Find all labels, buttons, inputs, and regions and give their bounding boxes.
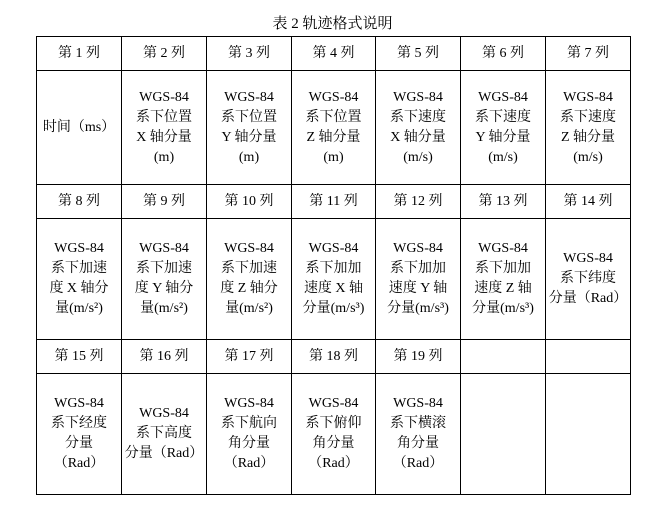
cell-text: WGS-84 系下航向 角分量 （Rad） bbox=[221, 396, 277, 471]
cell-text: WGS-84 系下加加 速度 Z 轴 分量(m/s³) bbox=[472, 241, 534, 316]
column-number-cell bbox=[37, 185, 122, 219]
column-description-cell bbox=[461, 71, 546, 185]
cell-text: 第 3 列 bbox=[228, 45, 270, 61]
column-description-row bbox=[37, 219, 631, 340]
cell-text: WGS-84 系下俯仰 角分量 （Rad） bbox=[305, 396, 362, 471]
column-description-cell bbox=[546, 71, 631, 185]
column-description-cell bbox=[546, 219, 631, 340]
column-description-cell bbox=[376, 374, 461, 495]
column-number-cell bbox=[461, 340, 546, 374]
column-description-cell bbox=[37, 71, 122, 185]
column-description-cell bbox=[376, 71, 461, 185]
column-description-cell bbox=[292, 71, 376, 185]
column-number-cell bbox=[122, 340, 207, 374]
cell-text: 第 13 列 bbox=[478, 193, 528, 209]
cell-text: 第 5 列 bbox=[397, 45, 439, 61]
cell-text: 第 7 列 bbox=[567, 45, 609, 61]
column-number-cell bbox=[546, 185, 631, 219]
column-number-cell bbox=[37, 37, 122, 71]
cell-text: WGS-84 系下速度 Y 轴分量 (m/s) bbox=[475, 89, 531, 165]
column-description-cell bbox=[122, 71, 207, 185]
cell-text: WGS-84 系下纬度 分量（Rad） bbox=[548, 251, 628, 306]
column-description-cell bbox=[292, 374, 376, 495]
cell-text: 时间（ms） bbox=[42, 119, 116, 135]
column-number-cell bbox=[376, 340, 461, 374]
column-description-cell bbox=[292, 219, 376, 340]
cell-text: WGS-84 系下高度 分量（Rad） bbox=[124, 406, 204, 461]
column-description-cell bbox=[376, 219, 461, 340]
column-number-row bbox=[37, 340, 631, 374]
column-number-cell bbox=[546, 340, 631, 374]
column-number-cell bbox=[207, 37, 292, 71]
cell-text: WGS-84 系下位置 Z 轴分量 (m) bbox=[305, 89, 362, 165]
cell-text: WGS-84 系下位置 Y 轴分量 (m) bbox=[221, 89, 277, 165]
column-number-cell bbox=[122, 185, 207, 219]
cell-text: 第 14 列 bbox=[563, 193, 613, 209]
column-description-cell bbox=[37, 374, 122, 495]
column-number-cell bbox=[376, 37, 461, 71]
cell-text: WGS-84 系下加速 度 X 轴分 量(m/s²) bbox=[49, 241, 109, 316]
column-number-cell bbox=[292, 185, 376, 219]
column-description-row bbox=[37, 71, 631, 185]
cell-text: 第 8 列 bbox=[58, 193, 100, 209]
cell-text: 第 19 列 bbox=[393, 348, 443, 364]
column-description-cell bbox=[546, 374, 631, 495]
column-number-row bbox=[37, 37, 631, 71]
column-description-cell bbox=[207, 374, 292, 495]
cell-text: 第 11 列 bbox=[309, 193, 358, 209]
cell-text: 第 12 列 bbox=[393, 193, 443, 209]
column-description-cell bbox=[207, 71, 292, 185]
cell-text: 第 1 列 bbox=[58, 45, 100, 61]
cell-text: WGS-84 系下加速 度 Z 轴分 量(m/s²) bbox=[220, 241, 278, 316]
cell-text: WGS-84 系下加加 速度 Y 轴 分量(m/s³) bbox=[387, 241, 449, 316]
column-number-row bbox=[37, 185, 631, 219]
column-description-cell bbox=[122, 374, 207, 495]
cell-text: 第 6 列 bbox=[482, 45, 524, 61]
cell-text: 第 2 列 bbox=[143, 45, 185, 61]
column-number-cell bbox=[546, 37, 631, 71]
column-number-cell bbox=[207, 340, 292, 374]
column-number-cell bbox=[122, 37, 207, 71]
cell-text: 第 18 列 bbox=[309, 348, 358, 364]
trajectory-format-table bbox=[36, 36, 631, 495]
column-number-cell bbox=[292, 340, 376, 374]
column-description-cell bbox=[122, 219, 207, 340]
column-number-cell bbox=[37, 340, 122, 374]
column-description-row bbox=[37, 374, 631, 495]
column-number-cell bbox=[376, 185, 461, 219]
column-description-cell bbox=[461, 219, 546, 340]
column-number-cell bbox=[461, 185, 546, 219]
cell-text: WGS-84 系下横滚 角分量 （Rad） bbox=[390, 396, 446, 471]
cell-text: 第 10 列 bbox=[224, 193, 274, 209]
cell-text: 第 4 列 bbox=[312, 45, 355, 61]
cell-text: WGS-84 系下速度 Z 轴分量 (m/s) bbox=[560, 89, 616, 165]
cell-text: 第 16 列 bbox=[139, 348, 189, 364]
column-description-cell bbox=[37, 219, 122, 340]
cell-text: 第 17 列 bbox=[224, 348, 274, 364]
cell-text: 第 15 列 bbox=[54, 348, 104, 364]
column-description-cell bbox=[461, 374, 546, 495]
column-number-cell bbox=[292, 37, 376, 71]
cell-text: 第 9 列 bbox=[143, 193, 185, 209]
column-description-cell bbox=[207, 219, 292, 340]
cell-text: WGS-84 系下加速 度 Y 轴分 量(m/s²) bbox=[134, 241, 194, 316]
column-number-cell bbox=[207, 185, 292, 219]
cell-text: WGS-84 系下速度 X 轴分量 (m/s) bbox=[390, 89, 446, 165]
table-caption: 表 2 轨迹格式说明 bbox=[272, 16, 393, 32]
cell-text: WGS-84 系下位置 X 轴分量 (m) bbox=[136, 89, 192, 165]
column-number-cell bbox=[461, 37, 546, 71]
cell-text: WGS-84 系下加加 速度 X 轴 分量(m/s³) bbox=[302, 241, 365, 316]
cell-text: WGS-84 系下经度 分量 （Rad） bbox=[51, 396, 107, 471]
